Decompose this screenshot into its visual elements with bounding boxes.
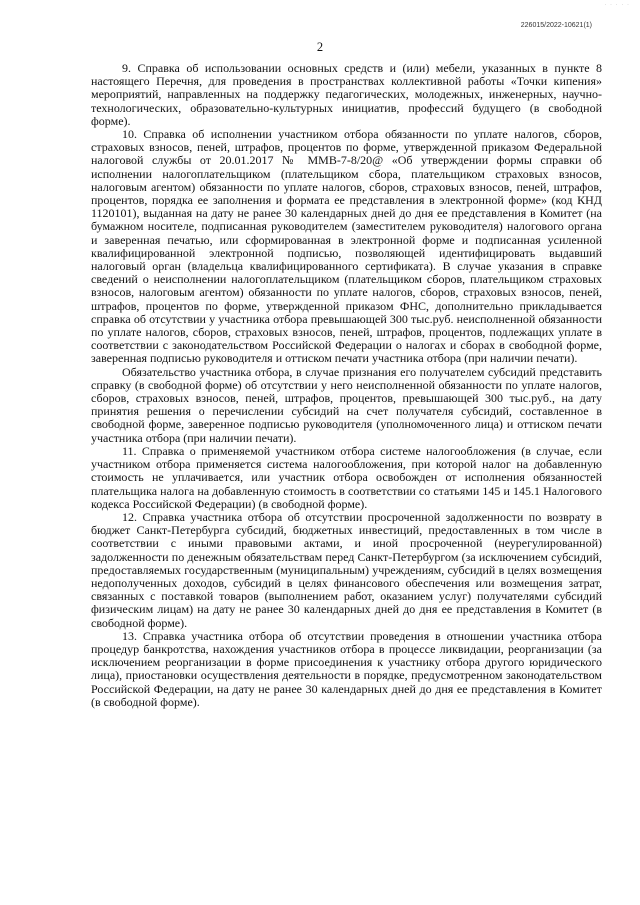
paragraph-item-10: 10. Справка об исполнении участником отбора обязанности по уплате налогов, сборов, страховых взносов, пеней, штрафов, процентов по форме, утвержденной приказом Федеральной налоговой службы от 20.01.2017 № ММВ-7-8/20@ «Об утверждении формы справки об исполнении налогоплательщиком (плательщиком сбора, плательщиком страховых взносов, налоговым агентом) обязанности по уплате налогов, сборов, страховых взносов, пеней, штрафов, процентов, порядка ее заполнения и формата ее представления в электронной форме» (код КНД 1120101), выданная на дату не ранее 30 календарных дней до дня ее представления в Комитет (на бумажном носителе, подписанная руководителем (заместителем руководителя) налогового органа и заверенная печатью, или сформированная в электронной форме и подписанная усиленной квалифицированной электронной подписью, позволяющей идентифицировать выдавший налоговый орган (владельца квалифицированного сертификата). В случае указания в справке сведений о неисполнении налогоплательщиком (плательщиком сборов, плательщиком страховых взносов, налоговым агентом) обязанности по уплате налогов, сборов, страховых взносов, пеней, штрафов, процентов по форме, утвержденной приказом ФНС, дополнительно прикладывается справка об отсутствии у участника отбора превышающей 300 тыс.руб. неисполненной обязанности по уплате налогов, сборов, страховых взносов, пеней, штрафов, процентов, подлежащих уплате в соответствии с законодательством Российской Федерации о налогах и сборах в свободной форме, заверенная подписью руководителя и оттиском печати участника отбора (при наличии печати). <box>91 127 602 366</box>
paragraph-item-12: 12. Справка участника отбора об отсутствии просроченной задолженности по возврату в бюджет Санкт-Петербурга субсидий, бюджетных инвестиций, предоставленных в том числе в соответствии с иными правовыми актами, и иной просроченной (неурегулированной) задолженности по денежным обязательствам перед Санкт-Петербургом (за исключением субсидий, предоставляемых государственным (муниципальным) учреждениям, субсидий в целях возмещения недополученных доходов, субсидий в целях финансового обеспечения или возмещения затрат, связанных с поставкой товаров (выполнением работ, оказанием услуг) получателями субсидий физическим лицам) на дату не ранее 30 календарных дней до дня ее представления в Комитет (в свободной форме). <box>91 509 602 630</box>
page-number: 2 <box>316 40 324 54</box>
document-body <box>91 62 602 709</box>
scan-corner-mark: · · · · · <box>604 2 630 8</box>
paragraph-item-11: 11. Справка о применяемой участником отбора системе налогообложения (в случае, если участником отбора применяется система налогообложения, при которой налог на добавленную стоимость не уплачивается, или участник отбора освобожден от исполнения обязанностей плательщика налога на добавленную стоимость в соответствии со статьями 145 и 145.1 Налогового кодекса Российской Федерации) (в свободной форме). <box>91 443 602 511</box>
document-id: 226015/2022-10621(1) <box>520 22 592 29</box>
paragraph-item-13: 13. Справка участника отбора об отсутствии проведения в отношении участника отбора процедур банкротства, нахождения участников отбора в процессе ликвидации, реорганизации (за исключением реорганизации в форме присоединения к участнику отбора другого юридического лица), приостановки осуществления деятельности в порядке, предусмотренном законодательством Российской Федерации, на дату не ранее 30 календарных дней до дня ее представления в Комитет (в свободной форме). <box>91 628 602 709</box>
paragraph-item-9: 9. Справка об использовании основных средств и (или) мебели, указанных в пункте 8 настоящего Перечня, для проведения в пространствах коллективной работы «Точки кипения» мероприятий, направленных на поддержку педагогических, молодежных, инженерных, научно-технологических, образовательно-культурных инициатив, профессий будущего (в свободной форме). <box>91 61 602 128</box>
paragraph-obligation: Обязательство участника отбора, в случае признания его получателем субсидий представить справку (в свободной форме) об отсутствии у него неисполненной обязанности по уплате налогов, сборов, страховых взносов, пеней, штрафов, процентов, превышающей 300 тыс.руб., на дату принятия решения о перечислении субсидий на счет получателя субсидий, составленное в свободной форме, заверенное подписью руководителя (уполномоченного лица) и оттиском печати участника отбора (при наличии печати). <box>91 364 602 445</box>
